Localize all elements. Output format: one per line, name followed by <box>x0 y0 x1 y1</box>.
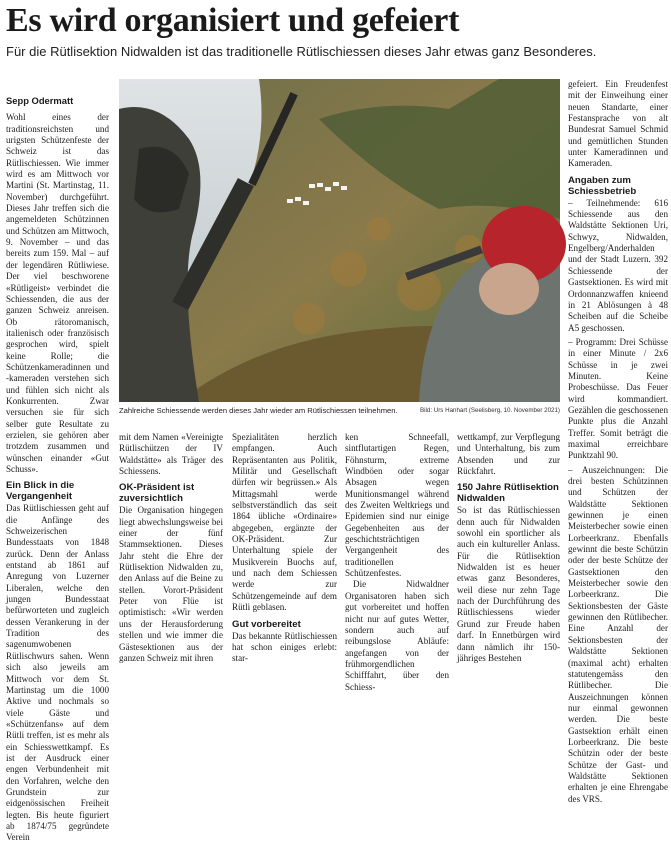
column3-paragraph-1: Spezialitäten herzlich empfangen. Auch Repräsentanten aus Politik, Militär und Gesellschaft dürfen wir begrüssen.» Als Mittagsmahl werde selbstverständlich das seit 1864 übliche «Ordinaire» abgegeben, ergänzte der OK-Präsident. Zur Unterhaltung spiele der Musikverein Buochs auf, und nach dem Schiessen werde zur Schützengemeinde auf dem Rütli geblasen. <box>232 432 337 613</box>
subheading-ok-praesident: OK-Präsident ist zuversichtlich <box>119 482 195 505</box>
headline: Es wird organisiert und gefeiert <box>6 2 460 39</box>
article-photo <box>119 79 560 402</box>
article-column-3 <box>232 432 337 665</box>
article-column-4 <box>345 432 449 693</box>
history-paragraph: Das Rütlischiessen geht auf die Anfänge des Schweizerischen Bundesstaats von 1848 zurück. Denn der Anlass entstand ab 1861 auf Anregung von Luzerner Liberalen, welche den jungen Bundesstaat befürworteten und zugleich dessen Verankerung in der Tradition des sagenumwobenen Rütlischwurs sahen. Wenn sich also jeweils am Mittwoch vor dem St. Martinstag um die 1000 Aktive und nochmals so viele Gäste und «Schützenfans» auf dem Rütli treffen, ist es mehr als ein Schiesswettkampf. Es ist der Ausdruck einer engen Verbundenheit mit den Vorfahren, welche den Grundstein zur eidgenössischen Freiheit legten. Bis heute figuriert ab 1874/75 gegründete Verein <box>6 503 109 843</box>
column5-paragraph-1: wettkampf, zur Verpflegung und Unterhaltung, bis zum Absenden und zur Rückfahrt. <box>457 432 560 477</box>
article-column-1 <box>6 95 109 844</box>
caption-text: Zahlreiche Schiessende werden dieses Jahr wieder am Rütlischiessen teilnehmen. <box>119 406 398 415</box>
subheading-150-jahre: 150 Jahre Rütlisektion Nidwalden <box>457 482 559 505</box>
article-column-5 <box>457 432 560 664</box>
subheading-gut-vorbereitet: Gut vorbereitet <box>232 618 301 630</box>
photo-caption <box>119 406 560 415</box>
column3-paragraph-2: Das bekannte Rütlischiessen hat schon einiges erlebt: star- <box>232 630 337 664</box>
info-auszeichnungen: – Auszeichnungen: Die drei besten Schützinnen und Schützen der Waldstätte Sektionen gewinnen je einen Meisterbecher sowie einen Lorbeerkranz. Ebenfalls gewinnt die beste Schützin oder der beste Schütze der Gastsektionen den Meisterbecher sowie den Lorbeerkranz. Die Sektionsbesten der Gäste gewinnen den Rütlibecher. Eine Anzahl der Sektionsbesten der Waldstätte Sektionen (maximal acht) erhalten statutengemäss den Rütlibecher. Die Auszeichnungen können nur einmal gewonnen werden. Die beste Gastsektion erhält einen Lorbeerkranz. Die beste Schützin oder der beste Schütze der Gast- und Waldstätte Sektionen erhalten je eine Ehrengabe des VRS. <box>568 464 668 804</box>
column2-paragraph-2: Die Organisation hingegen liegt abwechslungsweise bei einer der fünf Stammsektionen. Dieses Jahr steht die Ehre der Rütlisektion Nidwalden zu, den Anlass auf die Beine zu stellen. Vorort-Präsident Peter von Flüe ist optimistisch: «Wir werden uns der Herausforderung stellen und wie immer die Gästesektionen aus der ganzen Schweiz mit ihren <box>119 505 223 663</box>
column4-paragraph-1: ken Schneefall, sintflutartigen Regen, Föhnsturm, extreme Windböen oder sogar Absagen wegen Munitionsmangel während des Zweiten Weltkriegs und Epidemien sind nur einige Gegebenheiten aus der geschichtsträchtigen Vergangenheit des traditionellen Schützenfestes. <box>345 432 449 579</box>
article-column-2 <box>119 432 223 664</box>
subheading-vergangenheit: Ein Blick in die Vergangenheit <box>6 480 75 503</box>
column5-paragraph-2: So ist das Rütlischiessen denn auch für Nidwalden sowohl ein sportlicher als auch ein kultureller Anlass. Für die Rütlisektion Nidwalden ist es heuer etwas ganz Besonderes, weil diese nur zehn Tage nach der Durchführung des Rütlischiessens wieder Grund zur Freude haben darf. In Ennetbürgen wird dann nämlich ihr 150-jähriges Bestehen <box>457 505 560 663</box>
intro-paragraph: Wohl eines der traditionsreichsten und urigsten Schützenfeste der Schweiz ist das Rütlischiessen. Wie immer wird es am Mittwoch vor Martini (St. Martinstag, 11. November) durchgeführt. Dieses Jahr treffen sich die angemeldeten Schützinnen und Schützen am Mittwoch, 9. November – und das bereits zum 159. Mal – auf der legendären Rütliwiese. Der viel beschworene «Rütligeist» verbindet die Schiessenden, die aus der ganzen Schweiz anreisen. Ob rätoromanisch, italienisch oder französisch gesprochen wird, spielt keine Rolle; die Schützenkameradinnen und -kameraden verstehen sich und fühlen sich nicht als Konkurrenten. Zwar versuchen sie für sich selber gute Resultate zu erzielen, sie gehören aber trotzdem zusammen und wünschen einander «Gut Schuss». <box>6 112 109 474</box>
column4-paragraph-2: Die Nidwaldner Organisatoren haben sich gut vorbereitet und hoffen nicht nur auf gutes Wetter, sondern auch auf reibungslose Abläufe: angefangen von der frühmorgendlichen Schifffahrt, über den Schiess- <box>345 579 449 692</box>
column2-paragraph-1: mit dem Namen «Vereinigte Rütlischützen der IV Waldstätte» als Träger des Schiessens. <box>119 432 223 477</box>
info-programm: – Programm: Drei Schüsse in einer Minute / 2x6 Schüsse in je zwei Minuten. Keine Probeschüsse. Das Feuer wird kommandiert. Gezählen die geschossenen Punkte plus die Anzahl Treffer. Somit beträgt die maximal erreichbare Punktzahl 90. <box>568 336 668 461</box>
article-column-6 <box>568 79 668 805</box>
photo-credit: Bild: Urs Hanhart (Seelisberg, 10. November 2021) <box>420 407 560 414</box>
subline: Für die Rütlisektion Nidwalden ist das traditionelle Rütlischiessen dieses Jahr etwas ganz Besonderes. <box>6 44 597 59</box>
subheading-schiessbetrieb: Angaben zum Schiessbetrieb <box>568 174 637 197</box>
author-byline: Sepp Odermatt <box>6 95 74 106</box>
column6-paragraph-1: gefeiert. Ein Freudenfest mit der Einweihung einer neuen Standarte, einer Festansprache von alt Bundesrat Samuel Schmid und gemütlichen Stunden unter Kameradinnen und Kameraden. <box>568 79 668 169</box>
info-teilnehmende: – Teilnehmende: 616 Schiessende aus den Waldstätte Sektionen Uri, Schwyz, Nidwalden, Engelberg/Anderhalden und der Stadt Luzern. 392 Schiessende der Gastsektionen. Es wird mit Ordonnanzwaffen knieend in 21 Ablösungen à 48 Scheiben auf die Scheibe A5 geschossen. <box>568 197 668 333</box>
